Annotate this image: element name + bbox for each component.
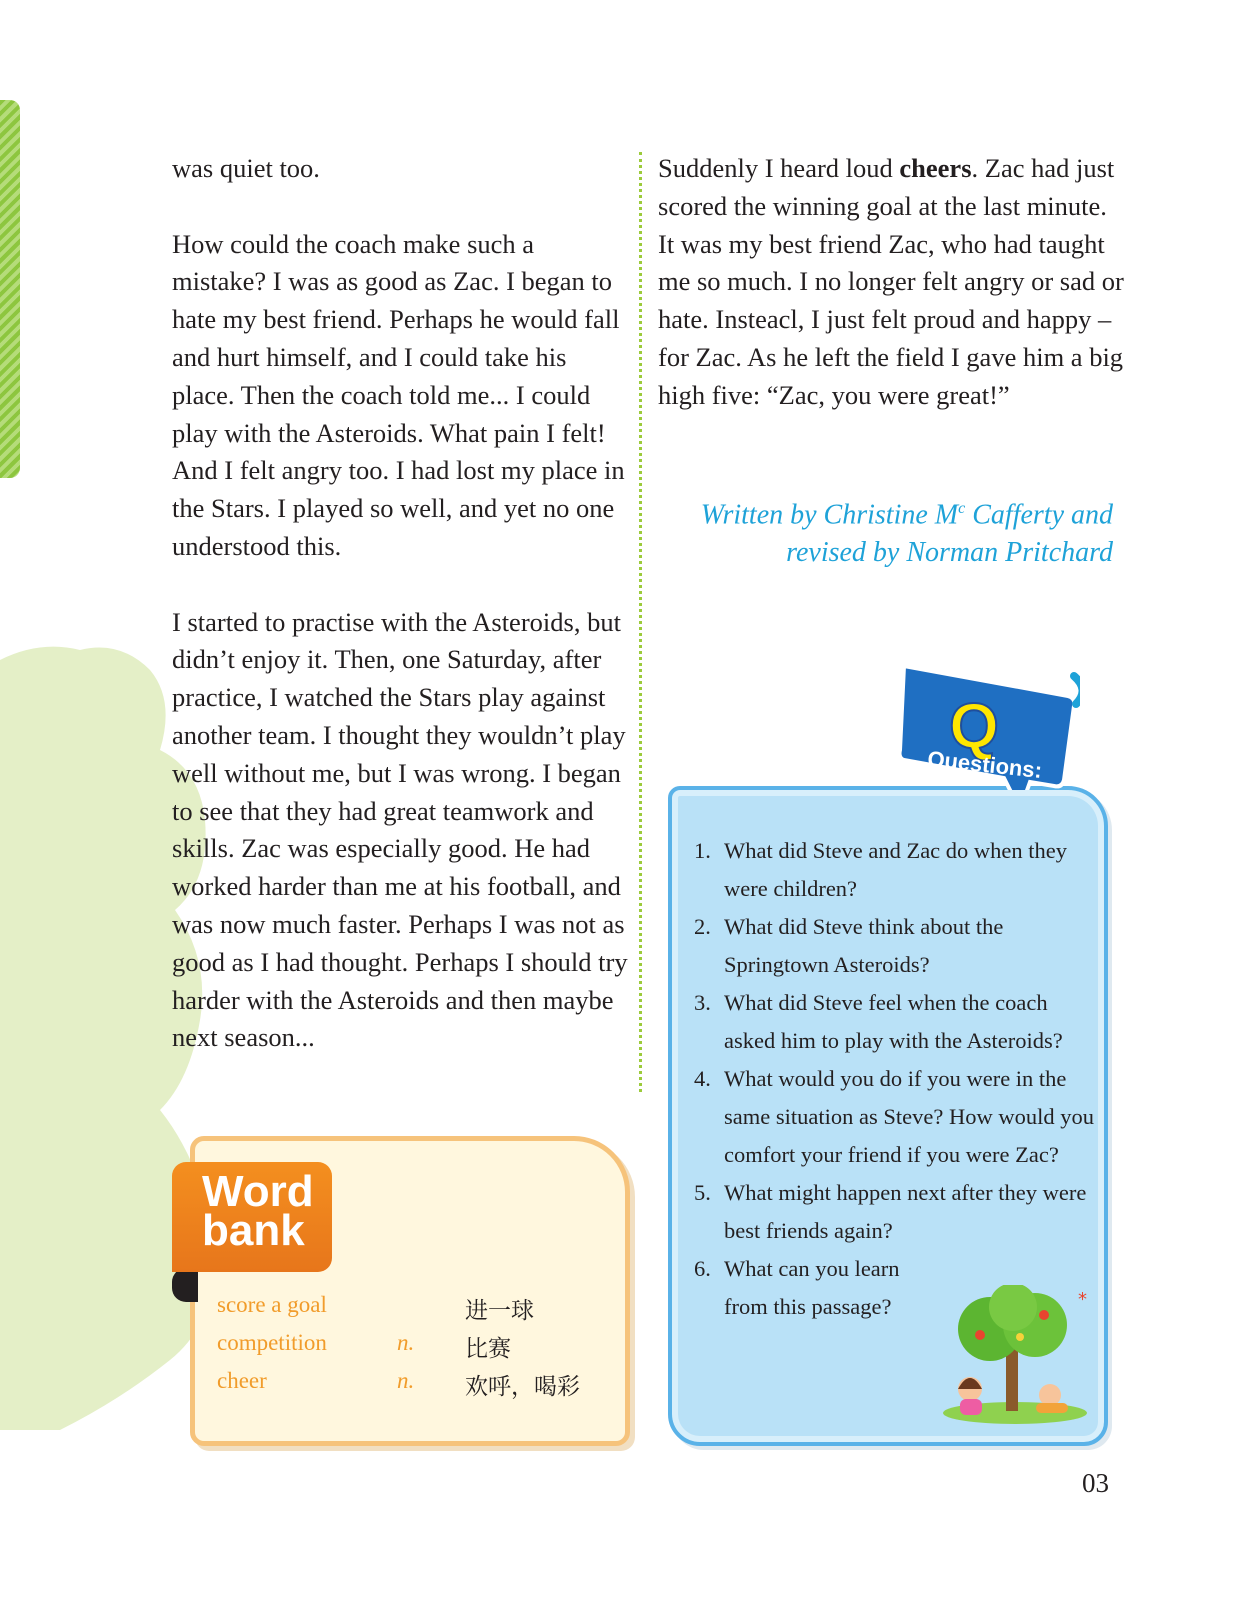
svg-text:*: * (1078, 1289, 1087, 1310)
q-letter-icon: Q (949, 690, 999, 762)
story-paragraph: I started to practise with the Asteroids, but didn’t enjoy it. Then, one Saturday, after practice, I watched the Stars play against another team. I thought they wouldn’t play well without me, but I was wrong. I began to see that they had great teamwork and skills. Zac was especially good. He had worked harder than me at his football, and was now much faster. Perhaps I was not as good as I had thought. Perhaps I should try harder with the Asteroids and then maybe next season... (172, 606, 628, 1053)
page-number: 03 (1082, 1468, 1109, 1498)
word-bank-tab-fold (172, 1268, 198, 1302)
question-text: What did Steve and Zac do when they were children? (724, 838, 1068, 901)
question-item (694, 1174, 1094, 1250)
credit-superscript: c (958, 500, 966, 517)
left-edge-stripe (0, 100, 20, 478)
column-divider (639, 152, 642, 1092)
question-item (694, 984, 1094, 1060)
question-item (694, 1250, 924, 1326)
question-text: What did Steve feel when the coach asked him to play with the Asteroids? (724, 990, 1063, 1053)
questions-label: Questions: (926, 746, 1044, 783)
credit-line-2: revised by Norman Pritchard (786, 537, 1113, 569)
word-chinese: 进一球 (465, 1298, 534, 1324)
story-right-column (658, 150, 1128, 415)
word-bank-title (202, 1167, 314, 1255)
question-text: What would you do if you were in the same situation as Steve? How would you comfort your friend if you were Zac? (724, 1066, 1094, 1167)
question-text: What might happen next after they were best friends again? (724, 1180, 1087, 1243)
word-part-of-speech: n. (397, 1368, 415, 1393)
word-chinese: 欢呼，喝彩 (465, 1374, 580, 1400)
question-number: 1. (694, 838, 711, 863)
question-text: What can you learn from this passage? (724, 1256, 900, 1319)
word-part-of-speech: n. (397, 1330, 415, 1355)
text-run: Suddenly I heard loud (658, 153, 900, 183)
question-item (694, 832, 1094, 908)
text-run: . Zac had just scored the winning goal at the last minute. It was my best friend Zac, who had taught me so much. I no longer felt angry or sad or hate. Insteacl, I just felt proud and happy – for Zac. As he left the field I gave him a big high five: “Zac, you were great!” (658, 153, 1124, 410)
word-english: competition (217, 1330, 327, 1355)
bold-word: cheers (899, 153, 972, 183)
question-number: 6. (694, 1256, 711, 1281)
question-number: 3. (694, 990, 711, 1015)
credit-text: Cafferty and (965, 499, 1113, 531)
credit-text: Written by Christine M (700, 499, 959, 531)
questions-list (694, 832, 1094, 1326)
word-bank-title-line: bank (202, 1206, 305, 1255)
question-number: 5. (694, 1180, 711, 1205)
question-text: What did Steve think about the Springtown Asteroids? (724, 914, 1004, 977)
question-number: 4. (694, 1066, 711, 1091)
author-credit (658, 490, 1113, 572)
word-english: score a goal (217, 1292, 327, 1317)
tree-children-illustration (940, 1285, 1090, 1425)
story-left-column (172, 150, 632, 1057)
question-number: 2. (694, 914, 711, 939)
word-english: cheer (217, 1368, 267, 1393)
story-paragraph: How could the coach make such a mistake? I was as good as Zac. I began to hate my best friend. Perhaps he would fall and hurt himself, and I could take his place. Then the coach told me... I could play with the Asteroids. What pain I felt! And I felt angry too. I had lost my place in the Stars. I played so well, and yet no one understood this. (172, 228, 625, 561)
credit-line-1 (658, 490, 1113, 534)
story-paragraph: was quiet too. (172, 153, 320, 183)
word-chinese: 比赛 (465, 1336, 511, 1362)
questions-badge (900, 660, 1080, 790)
story-paragraph (658, 150, 1128, 415)
question-item (694, 1060, 1094, 1174)
word-bank-title-line: Word (202, 1167, 314, 1216)
question-item (694, 908, 1094, 984)
